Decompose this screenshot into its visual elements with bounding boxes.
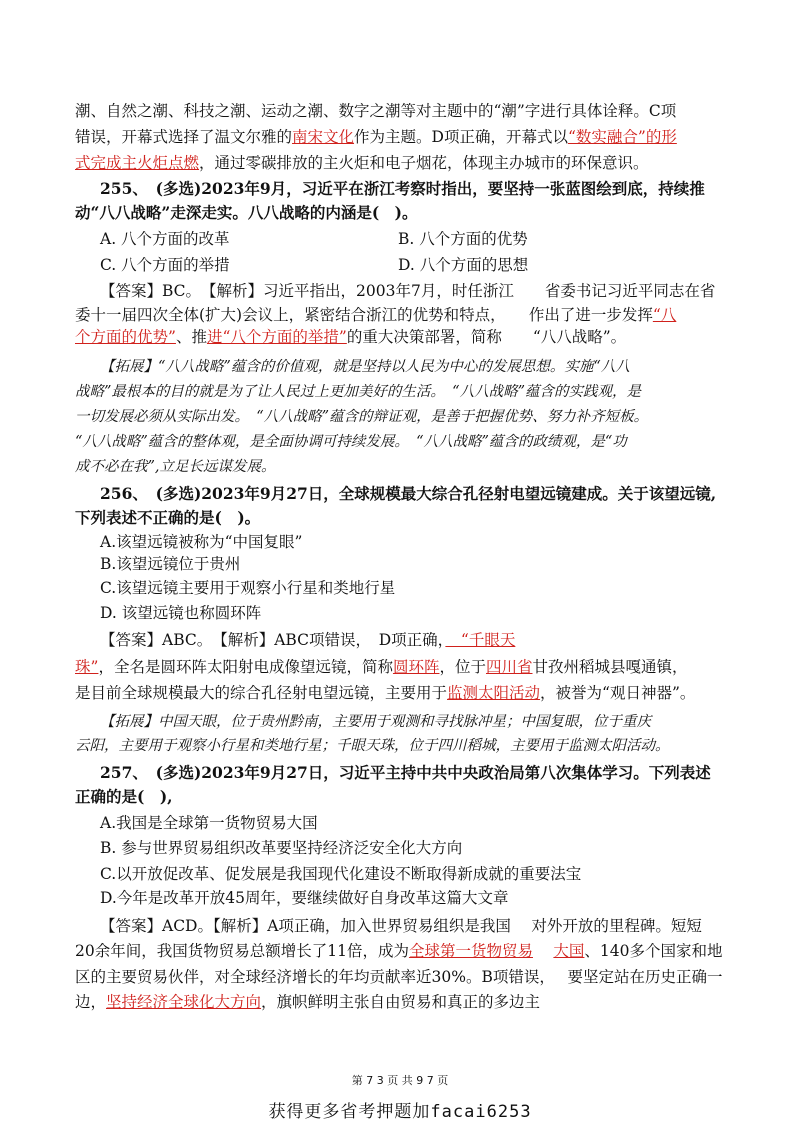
question-255: 255、 (多选)2023年9月，习近平在浙江考察时指出，要坚持一张蓝图绘到底，持续推 bbox=[100, 179, 705, 198]
question-257-cont: 正确的是( ), bbox=[75, 787, 173, 806]
question-256: 256、 (多选)2023年9月27日，全球规模最大综合孔径射电望远镜建成。关于该望远镜, bbox=[100, 484, 717, 503]
option-c: C.该望远镜主要用于观察小行星和类地行星 bbox=[100, 579, 396, 597]
option-a: A.该望远镜被称为“中国复眼” bbox=[100, 533, 303, 551]
option-b: B. 八个方面的优势 bbox=[398, 230, 528, 248]
text: 是目前全球规模最大的综合孔径射电望远镜，主要用于 bbox=[75, 684, 448, 702]
question-255-cont: 动“八八战略”走深走实。八八战略的内涵是( )。 bbox=[75, 203, 418, 222]
option-c: C.以开放促改革、促发展是我国现代化建设不断取得新成就的重要法宝 bbox=[100, 865, 582, 883]
text: ，全名是圆环阵太阳射电成像望远镜，简称 bbox=[98, 658, 393, 676]
answer-255-1: 【答案】BC。 【解析】习近平指出，2003年7月，时任浙江 省委书记习近平同志在省 bbox=[100, 282, 716, 300]
extension-255-4: “八八战略”蕴含的整体观，是全面协调可持续发展。 “八八战略”蕴含的政绩观，是“功 bbox=[75, 434, 627, 450]
highlight: 珠” bbox=[75, 658, 99, 676]
extension-255-3: 一切发展必须从实际出发。 “八八战略”蕴含的辩证观，是善于把握优势、努力补齐短板。 bbox=[75, 409, 649, 425]
text bbox=[533, 942, 553, 960]
highlight: 四川省 bbox=[485, 658, 533, 676]
text: 、推 bbox=[175, 328, 207, 346]
highlight: 个方面的优势” bbox=[75, 328, 176, 346]
page-number: 第 7 3 页 共 9 7 页 bbox=[351, 1074, 449, 1087]
text: 、140多个国家和地 bbox=[584, 942, 723, 960]
highlight: 大国 bbox=[553, 942, 585, 960]
answer-256-1 bbox=[100, 629, 515, 651]
question-256-cont: 下列表述不正确的是( )。 bbox=[75, 508, 261, 527]
answer-257-3: 区的主要贸易伙伴，对全球经济增长的年均贡献率近30%。B项错误， 要坚定站在历史正确一 bbox=[75, 968, 723, 986]
highlight: 南宋文化 bbox=[292, 128, 355, 146]
promo-text: 获得更多省考押题加facai6253 bbox=[268, 1102, 532, 1122]
answer-255-2 bbox=[75, 304, 676, 326]
answer-257-1: 【答案】ACD。【解析】A项正确，加入世界贸易组织是我国 对外开放的里程碑。短短 bbox=[100, 917, 702, 935]
text: 委十一届四次全体(扩大)会议上，紧密结合浙江的优势和特点， 作出了进一步发挥 bbox=[75, 306, 653, 324]
answer-255-3 bbox=[75, 326, 626, 348]
extension-256-2: 云阳，主要用于观察小行星和类地行星；千眼天珠，位于四川稻城，主要用于监测太阳活动。 bbox=[75, 738, 670, 754]
highlight: 进“八个方面的举措” bbox=[206, 328, 347, 346]
extension-255-5: 成不必在我”,立足长远谋发展。 bbox=[75, 459, 276, 475]
answer-257-2 bbox=[75, 940, 723, 962]
highlight: 坚持经济全球化大方向 bbox=[106, 993, 262, 1011]
highlight: “八 bbox=[652, 306, 677, 324]
intro-line-2 bbox=[75, 126, 677, 148]
text: ，位于 bbox=[439, 658, 486, 676]
intro-line-1: 潮、自然之潮、科技之潮、运动之潮、数字之潮等对主题中的“潮”字进行具体诠释。C项 bbox=[75, 102, 677, 120]
option-b: B. 参与世界贸易组织改革要坚持经济泛安全化大方向 bbox=[100, 839, 463, 857]
option-d: D. 八个方面的思想 bbox=[398, 256, 529, 274]
answer-256-3 bbox=[75, 682, 695, 704]
highlight: “数实融合”的形 bbox=[567, 128, 677, 146]
highlight: 式完成主火炬点燃 bbox=[75, 154, 200, 172]
text: 20余年间，我国货物贸易总额增长了11倍，成为 bbox=[75, 942, 409, 960]
answer-256-2 bbox=[75, 656, 688, 678]
highlight: 全球第一货物贸易 bbox=[408, 942, 533, 960]
text: ，被誉为“观日神器”。 bbox=[540, 684, 696, 702]
text: ，旗帜鲜明主张自由贸易和真正的多边主 bbox=[261, 993, 541, 1011]
intro-line-3 bbox=[75, 152, 649, 174]
text: 的重大决策部署，简称 “八八战略”。 bbox=[346, 328, 627, 346]
text: 作为主题。D项正确，开幕式以 bbox=[354, 128, 568, 146]
text: 甘孜州稻城县嘎通镇， bbox=[532, 658, 688, 676]
highlight: “千眼天 bbox=[445, 631, 516, 649]
option-a: A.我国是全球第一货物贸易大国 bbox=[100, 814, 318, 832]
option-a: A. 八个方面的改革 bbox=[100, 230, 230, 248]
question-257: 257、 (多选)2023年9月27日，习近平主持中共中央政治局第八次集体学习。下列表述 bbox=[100, 763, 711, 782]
option-c: C. 八个方面的举措 bbox=[100, 256, 230, 274]
extension-256-1: 【拓展】中国天眼，位于贵州黔南，主要用于观测和寻找脉冲星；中国复眼，位于重庆 bbox=[100, 714, 651, 730]
text: 错误，开幕式选择了温文尔雅的 bbox=[75, 128, 293, 146]
extension-255-2: 战略”最根本的目的就是为了让人民过上更加美好的生活。 “八八战略”蕴含的实践观，是 bbox=[75, 384, 641, 400]
text: 边， bbox=[75, 993, 107, 1011]
option-d: D. 该望远镜也称圆环阵 bbox=[100, 604, 262, 622]
text: 【答案】ABC。 【解析】ABC项错误， D项正确， bbox=[100, 631, 446, 649]
highlight: 圆环阵 bbox=[392, 658, 440, 676]
option-b: B.该望远镜位于贵州 bbox=[100, 555, 241, 573]
text: ，通过零碳排放的主火炬和电子烟花，体现主办城市的环保意识。 bbox=[199, 154, 649, 172]
answer-257-4 bbox=[75, 991, 540, 1013]
highlight: 监测太阳活动 bbox=[447, 684, 541, 702]
option-d: D.今年是改革开放45周年，要继续做好自身改革这篇大文章 bbox=[100, 889, 509, 907]
extension-255-1: 【拓展】“八八战略”蕴含的价值观，就是坚持以人民为中心的发展思想。实施“八八 bbox=[100, 359, 630, 375]
